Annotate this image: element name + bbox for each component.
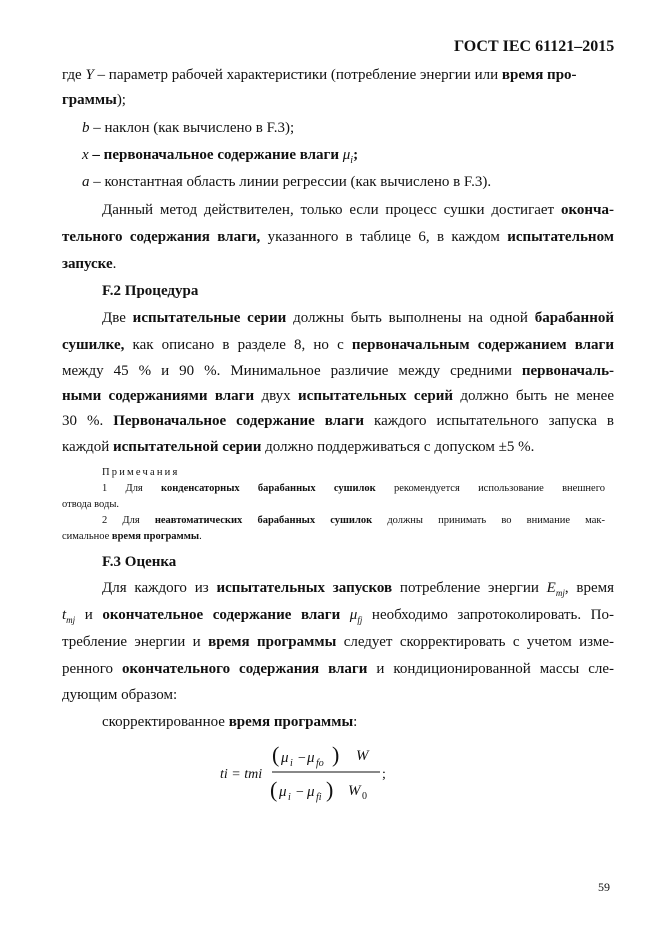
p1-text-c: . [112,256,117,272]
def-a-symbol: a [82,174,90,190]
f3-b3b: время программы [208,634,337,650]
def-b-line [82,119,294,137]
f3-line-5: дующим образом: [62,687,178,703]
p1-bold-d: запуске [62,256,113,272]
def-x-sub: i [350,155,354,166]
page-number: 59 [598,880,610,894]
def-x-end: ; [353,147,359,163]
f2-t4d: должно быть не менее [453,388,614,404]
formula-minus-1: − [298,751,306,766]
formula-open-paren: ( [272,742,280,767]
f3-line-2 [62,606,614,629]
f2-t1c: должны быть выполнены на одной [286,310,535,326]
formula-mu-4: μ [307,784,315,800]
formula-w0: W [348,783,361,799]
note-2-line-1 [102,514,605,528]
def-y-text: – параметр рабочей характеристики (потребление энергии или [93,67,502,83]
f3-line-1 [102,579,614,602]
f3-t4a: ренного [62,661,122,677]
f3-t-sym: t [62,607,67,623]
f2-b4c: испытательных серий [298,388,454,404]
def-x-line [82,146,358,170]
formula-w: W [356,748,369,764]
def-y-line-2 [62,91,126,109]
formula-close-paren-2: ) [326,777,334,802]
f2-t2b: как описано в разделе 8, но с [124,337,352,353]
f2-t6a: каждой [62,439,113,455]
p1-line-1 [102,201,614,219]
f2-b2a: сушилке, [62,337,125,353]
formula-close-paren: ) [332,742,340,767]
f2-b1d: барабанной [534,310,614,326]
f3-mu-sym: μ [340,607,358,623]
formula-open-paren-2: ( [270,777,278,802]
n2b: неавтоматических барабанных сушилок [154,515,373,526]
p1-bold-c: испытательном [507,229,614,245]
note-1-line-2: отвода воды. [62,499,120,510]
f3-t1a: Для каждого из [102,580,217,596]
f2-t5c: каждого испытательного запуска в [364,413,614,429]
f3-t3c: следует скорректировать с учетом изме- [336,634,615,650]
formula-minus-2: − [296,785,304,800]
f2-line-4 [62,387,614,405]
f2-line-2 [62,336,614,354]
p1-text-b: указанного в таблице 6, в каждом [260,229,508,245]
formula-i-1: i [290,758,293,769]
f3-t2c: и [75,607,103,623]
formula-mu-2: μ [307,750,315,766]
note-1-line-1 [102,482,605,496]
formula-semicolon: ; [382,767,386,782]
p1-line-2 [62,228,614,246]
f2-line-1 [102,309,614,327]
section-f3-heading: F.3 Оценка [102,554,177,570]
def-x-symbol: x [82,147,89,163]
f2-t3: между 45 % и 90 %. Минимальное различие между средними [62,363,522,379]
f3-b1b: испытательных запусков [216,580,393,596]
f3-t4c: и кондиционированной массы сле- [367,661,614,677]
def-b-text: – наклон (как вычислено в F.3); [89,120,295,136]
n2e: время программы [111,531,200,542]
def-a-text: – константная область линии регрессии (как вычислено в F.3). [89,174,492,190]
formula-mu-1: μ [281,750,289,766]
f3-line-4 [62,660,614,678]
f3-t-sub: mj [66,615,76,625]
f2-t6c: должно поддерживаться с допуском ±5 %. [261,439,535,455]
notes-title: Примечания [102,467,180,478]
n2c: должны принимать во внимание мак- [372,515,605,526]
p1-line-3 [62,255,116,273]
n1a: 1 Для [102,483,162,494]
f3-mu-sub: fj [357,615,363,625]
note-2-line-2 [62,530,202,544]
f2-line-5 [62,412,614,430]
f2-line-6 [62,438,534,456]
standard-header: ГОСТ IEC 61121–2015 [454,38,615,55]
formula-fi: fi [316,792,322,803]
formula-mu-3: μ [279,784,287,800]
f2-t4b: двух [254,388,299,404]
p1-bold-b: тельного содержания влаги, [62,229,261,245]
f2-b3b: первоначаль- [521,363,614,379]
f3-b6b: время программы [228,714,354,730]
def-y-bold-2: граммы [62,92,117,108]
f3-t3a: требление энергии и [62,634,209,650]
def-y-symbol: Y [85,67,94,83]
n2d: симальное [62,531,112,542]
def-y-bold: время про- [501,67,577,83]
f3-b4b: окончательного содержания влаги [121,661,368,677]
program-time-formula [210,738,410,808]
n1b: конденсаторных барабанных сушилок [161,483,376,494]
f2-b2c: первоначальным содержанием влаги [351,337,614,353]
f3-t6a: скорректированное [102,714,229,730]
formula-fo: fo [316,758,324,769]
p1-text-a: Данный метод действителен, только если процесс сушки достигает [102,202,561,218]
n2a: 2 Для [102,515,155,526]
f3-e-sym: E [546,580,556,596]
def-y-end: ); [116,92,126,108]
f2-b4a: ными содержаниями влаги [62,388,255,404]
def-y-prefix: где [62,67,86,83]
def-x-mu: μ [342,147,351,163]
def-x-text: – первоначальное содержание влаги [88,147,343,163]
formula-i-2: i [288,792,291,803]
f3-line-3 [62,633,614,651]
f2-b6b: испытательной серии [113,439,262,455]
n1c: рекомендуется использование внешнего [375,483,605,494]
f2-b5b: Первоначальное содержание влаги [113,413,365,429]
f3-t6c: : [353,714,358,730]
def-b-symbol: b [82,120,90,136]
formula-zero: 0 [362,791,367,802]
def-a-line [82,173,491,191]
f3-line-6 [102,713,357,731]
f3-b2d: окончательное содержание влаги [102,607,341,623]
f2-b1b: испытательные серии [132,310,287,326]
f2-t1a: Две [102,310,133,326]
f3-e-sub: mj [555,588,565,598]
n2f: . [199,531,202,542]
f3-t2g: необходимо запротоколировать. По- [362,607,615,623]
f3-t1f: , время [564,580,615,596]
p1-bold-a: оконча- [560,202,614,218]
def-y-line [62,66,577,84]
formula-lhs: ti = tmi [220,767,263,782]
f2-line-3 [62,362,614,380]
section-f2-heading: F.2 Процедура [102,283,199,299]
f3-t1c: потребление энергии [392,580,547,596]
f2-t5a: 30 %. [62,413,114,429]
